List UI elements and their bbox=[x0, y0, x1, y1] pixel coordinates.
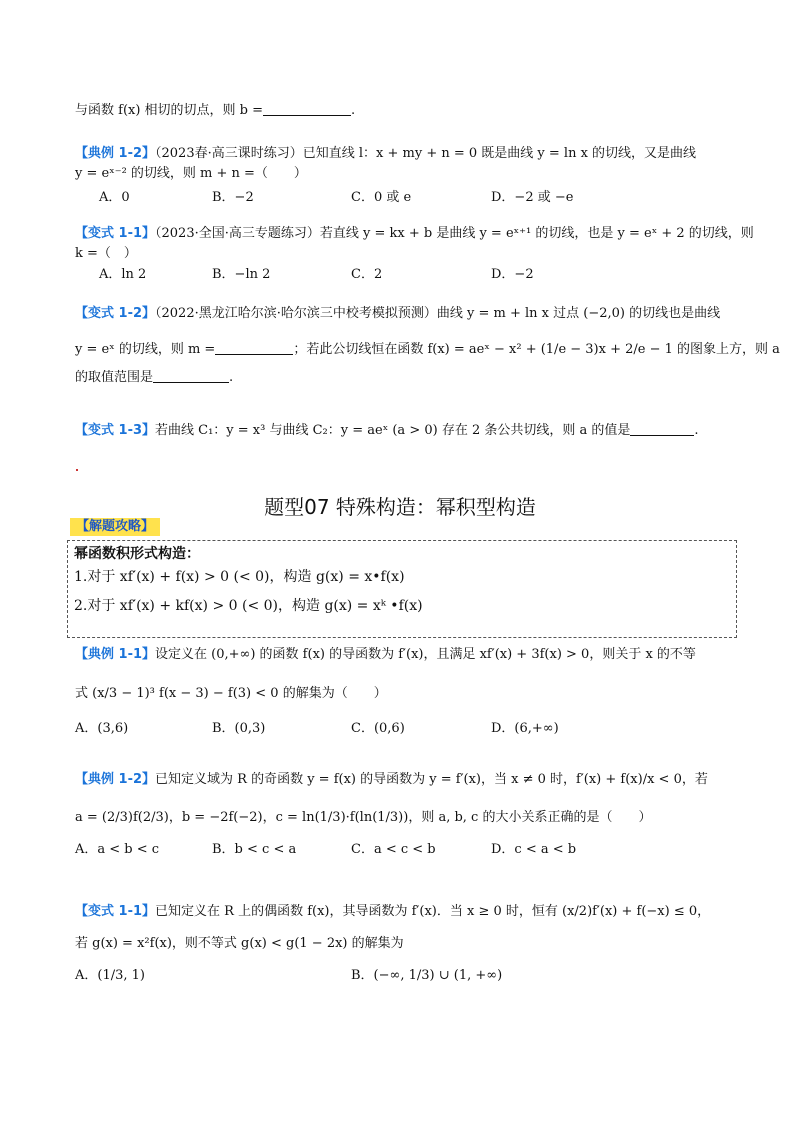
question-text: 的取值范围是 bbox=[75, 370, 154, 385]
option-b[interactable]: B．b < c < a bbox=[212, 842, 297, 857]
section-title: 题型07 特殊构造：幂积型构造 bbox=[264, 495, 536, 519]
strategy-heading: 幂函数积形式构造： bbox=[74, 546, 200, 562]
answer-blank[interactable] bbox=[263, 101, 351, 116]
question-text: （2022·黑龙江哈尔滨·哈尔滨三中校考模拟预测）曲线 y = m + ln x 过点 (−2,0) 的切线也是曲线 bbox=[155, 306, 721, 321]
option-b[interactable]: B．−ln 2 bbox=[212, 267, 271, 282]
option-a[interactable]: A．a < b < c bbox=[75, 842, 160, 857]
option-b[interactable]: B．(0,3) bbox=[212, 721, 266, 736]
option-b[interactable]: B．(−∞, 1/3) ∪ (1, +∞) bbox=[351, 968, 503, 983]
question-text: ；若此公切线恒在函数 f(x) = aeˣ − x² + (1/e − 3)x + 2/e − 1 的图象上方，则 a bbox=[293, 342, 780, 357]
question-tag: 【典例 1-1】 bbox=[75, 647, 156, 662]
option-c[interactable]: C．a < c < b bbox=[351, 842, 436, 857]
option-d[interactable]: D．−2 bbox=[491, 267, 534, 282]
example-1-1-line1 bbox=[75, 645, 696, 665]
example-1-2-line1 bbox=[75, 144, 696, 164]
period: . bbox=[351, 103, 356, 118]
option-a[interactable]: A．ln 2 bbox=[99, 267, 147, 282]
strategy-badge: 【解题攻略】 bbox=[70, 518, 160, 536]
period: . bbox=[694, 423, 699, 438]
option-d[interactable]: D．c < a < b bbox=[491, 842, 577, 857]
variant-1-1b-line1 bbox=[75, 902, 710, 922]
option-c[interactable]: C．0 或 e bbox=[351, 190, 412, 205]
period: . bbox=[229, 370, 234, 385]
question-tag: 【典例 1-2】 bbox=[75, 146, 156, 161]
variant-1-3-line1 bbox=[75, 421, 699, 441]
question-tag: 【变式 1-3】 bbox=[75, 423, 156, 438]
question-text: 设定义在 (0,+∞) 的函数 f(x) 的导函数为 f′(x)，且满足 xf′(x) + 3f(x) > 0，则关于 x 的不等 bbox=[155, 647, 696, 662]
variant-1-1b-line2: 若 g(x) = x²f(x)，则不等式 g(x) < g(1 − 2x) 的解集为 bbox=[75, 936, 404, 951]
variant-1-2-line3 bbox=[75, 368, 233, 388]
answer-blank[interactable] bbox=[630, 421, 694, 436]
answer-blank-a[interactable] bbox=[153, 368, 229, 383]
variant-1-1-line1 bbox=[75, 224, 754, 244]
question-text: 已知定义域为 R 的奇函数 y = f(x) 的导函数为 y = f′(x)，当 x ≠ 0 时，f′(x) + f(x)/x < 0，若 bbox=[155, 772, 708, 787]
question-text: 与函数 f(x) 相切的切点，则 b = bbox=[75, 103, 264, 118]
question-tag: 【变式 1-1】 bbox=[75, 226, 156, 241]
strategy-item-2: 2.对于 xf′(x) + kf(x) > 0 (< 0)，构造 g(x) = xᵏ •f(x) bbox=[74, 598, 423, 614]
question-text: （2023春·高三课时练习）已知直线 l：x + my + n = 0 既是曲线 y = ln x 的切线，又是曲线 bbox=[155, 146, 697, 161]
question-text: y = eˣ 的切线，则 m = bbox=[75, 342, 216, 357]
example-1-2-line2: y = eˣ⁻² 的切线，则 m + n =（ ） bbox=[75, 166, 307, 181]
answer-blank-m[interactable] bbox=[215, 340, 293, 355]
question-tag: 【变式 1-1】 bbox=[75, 904, 156, 919]
example-1-1-line2: 式 (x/3 − 1)³ f(x − 3) − f(3) < 0 的解集为（ ） bbox=[75, 686, 387, 701]
option-d[interactable]: D．(6,+∞) bbox=[491, 721, 559, 736]
option-a[interactable]: A．0 bbox=[99, 190, 130, 205]
question-text: 已知定义在 R 上的偶函数 f(x)，其导函数为 f′(x)．当 x ≥ 0 时，恒有 (x/2)f′(x) + f(−x) ≤ 0， bbox=[155, 904, 711, 919]
question-text: （2023·全国·高三专题练习）若直线 y = kx + b 是曲线 y = eˣ⁺¹ 的切线，也是 y = eˣ + 2 的切线，则 bbox=[155, 226, 754, 241]
red-dot-mark bbox=[76, 469, 78, 471]
strategy-item-1: 1.对于 xf′(x) + f(x) > 0 (< 0)，构造 g(x) = x•f(x) bbox=[74, 569, 405, 585]
option-c[interactable]: C．(0,6) bbox=[351, 721, 405, 736]
variant-1-2-line1 bbox=[75, 304, 720, 324]
option-a[interactable]: A．(1/3, 1) bbox=[75, 968, 145, 983]
variant-1-1-line2: k =（ ） bbox=[75, 246, 137, 261]
option-b[interactable]: B．−2 bbox=[212, 190, 254, 205]
option-a[interactable]: A．(3,6) bbox=[75, 721, 129, 736]
question-text: 若曲线 C₁：y = x³ 与曲线 C₂：y = aeˣ (a > 0) 存在 2 条公共切线，则 a 的值是 bbox=[155, 423, 631, 438]
question-tag: 【变式 1-2】 bbox=[75, 306, 156, 321]
variant-1-2-line2 bbox=[75, 340, 780, 360]
question-fragment bbox=[75, 101, 355, 121]
option-d[interactable]: D．−2 或 −e bbox=[491, 190, 574, 205]
example-1-2b-line1 bbox=[75, 770, 708, 790]
question-tag: 【典例 1-2】 bbox=[75, 772, 156, 787]
example-1-2b-line2: a = (2/3)f(2/3)，b = −2f(−2)，c = ln(1/3)·f(ln(1/3))，则 a, b, c 的大小关系正确的是（ ） bbox=[75, 810, 652, 825]
option-c[interactable]: C．2 bbox=[351, 267, 383, 282]
